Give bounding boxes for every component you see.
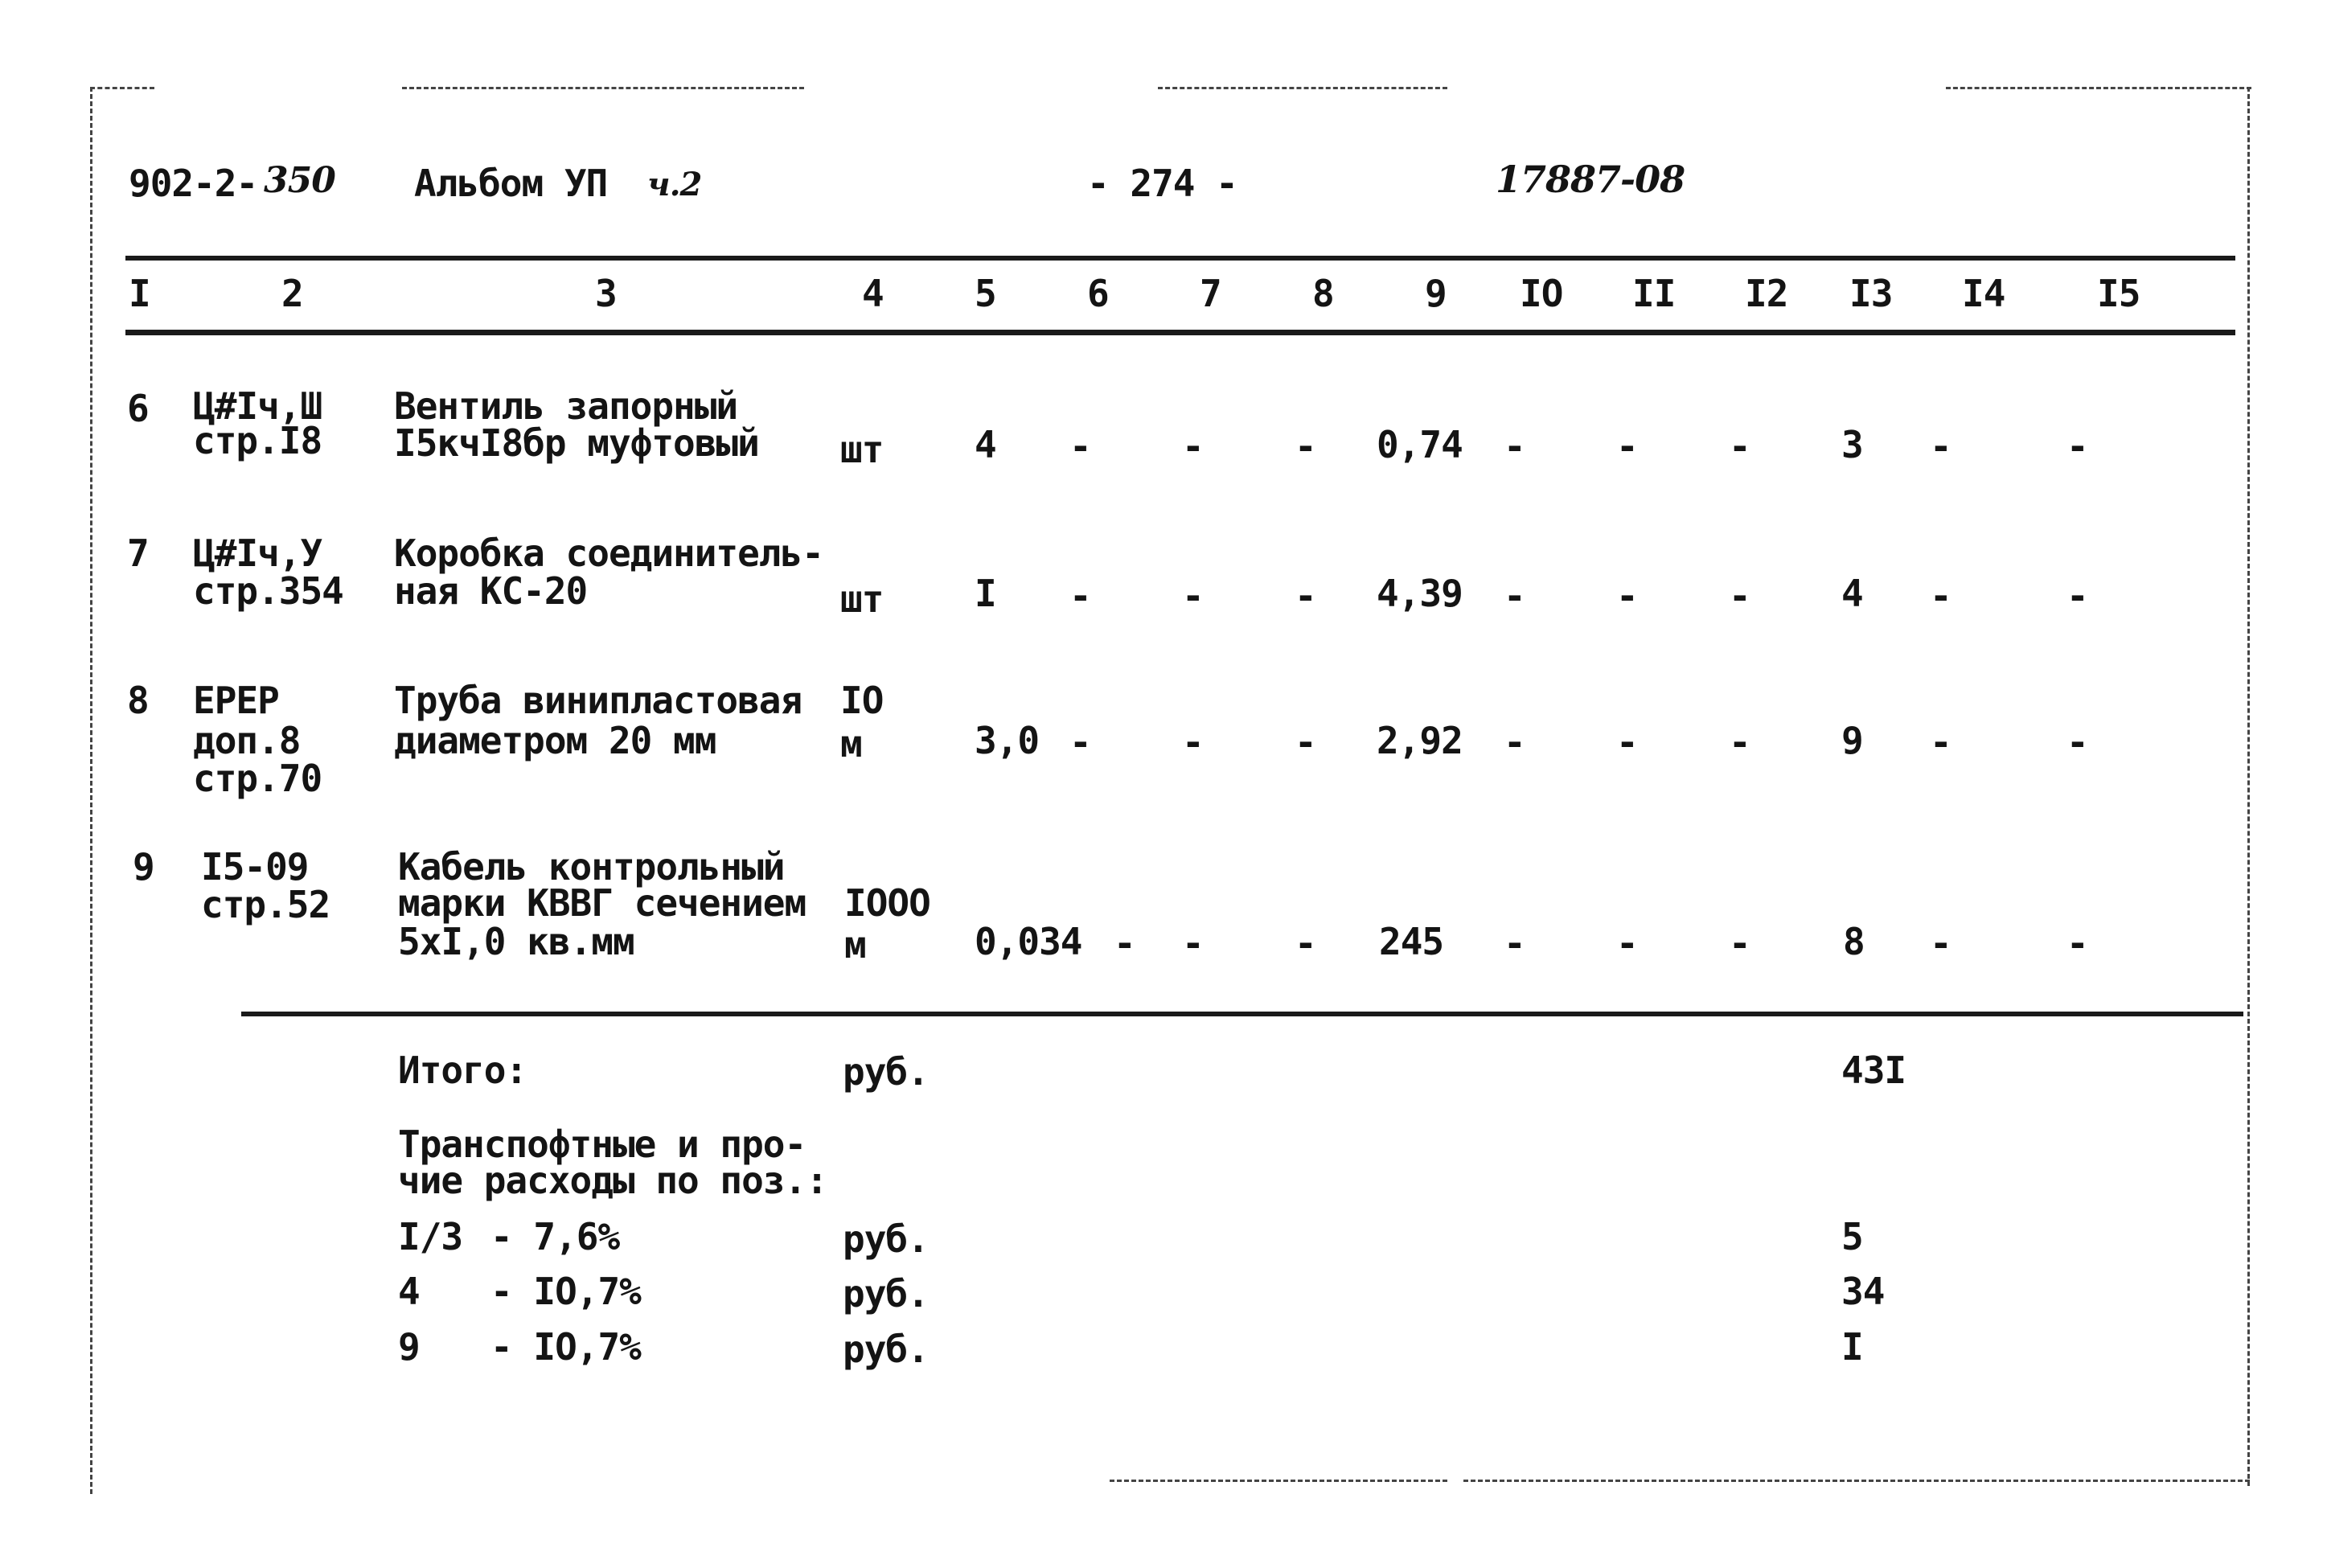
- row-cell: -: [1295, 574, 1316, 618]
- border-bottom-right: [1463, 1480, 2250, 1482]
- row-cell: -: [1930, 574, 1951, 618]
- total-label: Итого:: [398, 1049, 527, 1092]
- column-header: I2: [1745, 272, 1788, 315]
- row-cost: 3: [1841, 423, 1863, 466]
- row-unit: м: [844, 923, 866, 967]
- row-cell: -: [2066, 574, 2088, 618]
- row-source: стр.52: [201, 883, 330, 926]
- column-header: 8: [1312, 272, 1334, 315]
- row-price: 0,74: [1377, 423, 1463, 466]
- row-cell: -: [1295, 922, 1316, 965]
- row-cell: -: [1295, 425, 1316, 468]
- header-bottom-rule: [125, 330, 2235, 335]
- column-header: I: [129, 272, 150, 315]
- row-cell: -: [1616, 922, 1638, 965]
- project-code-handwritten: 350: [264, 160, 335, 201]
- transport-label: Транспофтные и про-: [398, 1123, 806, 1166]
- row-name: марки КВВГ сечением: [398, 881, 806, 925]
- column-header: I4: [1962, 272, 2005, 315]
- row-number: 8: [127, 679, 149, 722]
- row-number: 7: [127, 532, 149, 575]
- row-unit: шт: [840, 428, 884, 471]
- column-header: I5: [2097, 272, 2140, 315]
- transport-unit: руб.: [843, 1328, 929, 1371]
- border-top-right: [1946, 87, 2251, 89]
- row-cell: -: [1930, 720, 1951, 764]
- column-header: I3: [1849, 272, 1893, 315]
- row-name: Вентиль запорный: [394, 384, 738, 428]
- row-cell: -: [1504, 574, 1525, 618]
- row-cost: 9: [1841, 719, 1863, 762]
- doc-number-handwritten: 17887-08: [1496, 158, 1685, 201]
- row-qty: 3,0: [975, 719, 1040, 762]
- row-name: Кабель контрольный: [398, 845, 785, 889]
- transport-position: 9: [398, 1325, 420, 1369]
- row-unit: IOOO: [844, 881, 930, 925]
- row-name: диаметром 20 мм: [394, 719, 716, 762]
- row-qty: 0,034: [975, 920, 1082, 963]
- row-qty: I: [975, 572, 996, 615]
- summary-rule: [241, 1012, 2243, 1016]
- page-number: - 274 -: [1087, 162, 1237, 205]
- total-value: 43I: [1841, 1049, 1906, 1092]
- album-label: Альбом УП: [414, 162, 608, 205]
- row-cell: -: [1729, 922, 1750, 965]
- row-cell: -: [1616, 720, 1638, 764]
- row-source: доп.8: [193, 719, 301, 762]
- total-unit: руб.: [843, 1050, 929, 1094]
- border-top-mid: [1158, 87, 1447, 89]
- row-unit: шт: [840, 577, 884, 621]
- transport-unit: руб.: [843, 1217, 929, 1261]
- row-source: I5-09: [201, 845, 309, 889]
- header-top-rule: [125, 256, 2235, 261]
- row-cell: -: [1504, 720, 1525, 764]
- row-source: ЕРЕР: [193, 679, 279, 722]
- transport-label: чие расходы по поз.:: [398, 1159, 827, 1202]
- part-handwritten: ч.2: [647, 166, 702, 203]
- row-cell: -: [1069, 720, 1091, 764]
- row-qty: 4: [975, 423, 996, 466]
- row-price: 245: [1379, 920, 1444, 963]
- border-top-mid-left: [402, 87, 804, 89]
- transport-unit: руб.: [843, 1272, 929, 1316]
- row-cell: -: [1295, 720, 1316, 764]
- row-cell: -: [1182, 574, 1204, 618]
- row-name: ная КС-20: [394, 569, 588, 613]
- project-code: 902-2-: [129, 162, 258, 205]
- column-header: 4: [862, 272, 884, 315]
- row-source: стр.354: [193, 569, 343, 613]
- row-cell: -: [1182, 425, 1204, 468]
- row-unit: м: [840, 722, 862, 766]
- transport-position: 4: [398, 1270, 420, 1313]
- row-name: 5хI,0 кв.мм: [398, 920, 634, 963]
- row-cell: -: [1729, 720, 1750, 764]
- column-header: 6: [1087, 272, 1109, 315]
- transport-position: I/3: [398, 1215, 463, 1258]
- row-cell: -: [1504, 425, 1525, 468]
- row-source: стр.70: [193, 757, 322, 800]
- row-cost: 8: [1843, 920, 1865, 963]
- row-unit: IO: [840, 679, 884, 722]
- border-bottom-left: [1110, 1480, 1447, 1482]
- transport-value: I: [1841, 1325, 1863, 1369]
- row-source: стр.I8: [193, 419, 322, 462]
- row-source: Ц#Iч,У: [193, 532, 322, 575]
- column-header: 3: [595, 272, 617, 315]
- row-source: Ц#Iч,Ш: [193, 384, 322, 428]
- row-cell: -: [2066, 720, 2088, 764]
- row-cell: -: [2066, 425, 2088, 468]
- row-cell: -: [2066, 922, 2088, 965]
- row-price: 4,39: [1377, 572, 1463, 615]
- border-left: [90, 87, 92, 1494]
- row-cell: -: [1504, 922, 1525, 965]
- row-cell: -: [1616, 425, 1638, 468]
- row-cell: -: [1114, 922, 1135, 965]
- column-header: 7: [1200, 272, 1221, 315]
- transport-percent: - 7,6%: [490, 1215, 620, 1258]
- row-cell: -: [1729, 425, 1750, 468]
- row-name: I5кчI8бр муфтовый: [394, 421, 759, 465]
- border-top-left: [90, 87, 154, 89]
- transport-value: 34: [1841, 1270, 1885, 1313]
- transport-percent: - IO,7%: [490, 1325, 641, 1369]
- row-cell: -: [1069, 425, 1091, 468]
- column-header: 2: [281, 272, 303, 315]
- row-cell: -: [1729, 574, 1750, 618]
- row-number: 6: [127, 387, 149, 430]
- row-cell: -: [1930, 425, 1951, 468]
- row-cell: -: [1069, 574, 1091, 618]
- column-header: 9: [1425, 272, 1447, 315]
- row-cell: -: [1930, 922, 1951, 965]
- transport-value: 5: [1841, 1215, 1863, 1258]
- row-number: 9: [133, 845, 154, 889]
- row-name: Труба винипластовая: [394, 679, 802, 722]
- column-header: II: [1632, 272, 1676, 315]
- row-name: Коробка соединитель-: [394, 532, 823, 575]
- column-header: IO: [1520, 272, 1563, 315]
- row-price: 2,92: [1377, 719, 1463, 762]
- row-cell: -: [1182, 922, 1204, 965]
- row-cell: -: [1616, 574, 1638, 618]
- row-cost: 4: [1841, 572, 1863, 615]
- row-cell: -: [1182, 720, 1204, 764]
- column-header: 5: [975, 272, 996, 315]
- transport-percent: - IO,7%: [490, 1270, 641, 1313]
- border-right: [2247, 87, 2250, 1486]
